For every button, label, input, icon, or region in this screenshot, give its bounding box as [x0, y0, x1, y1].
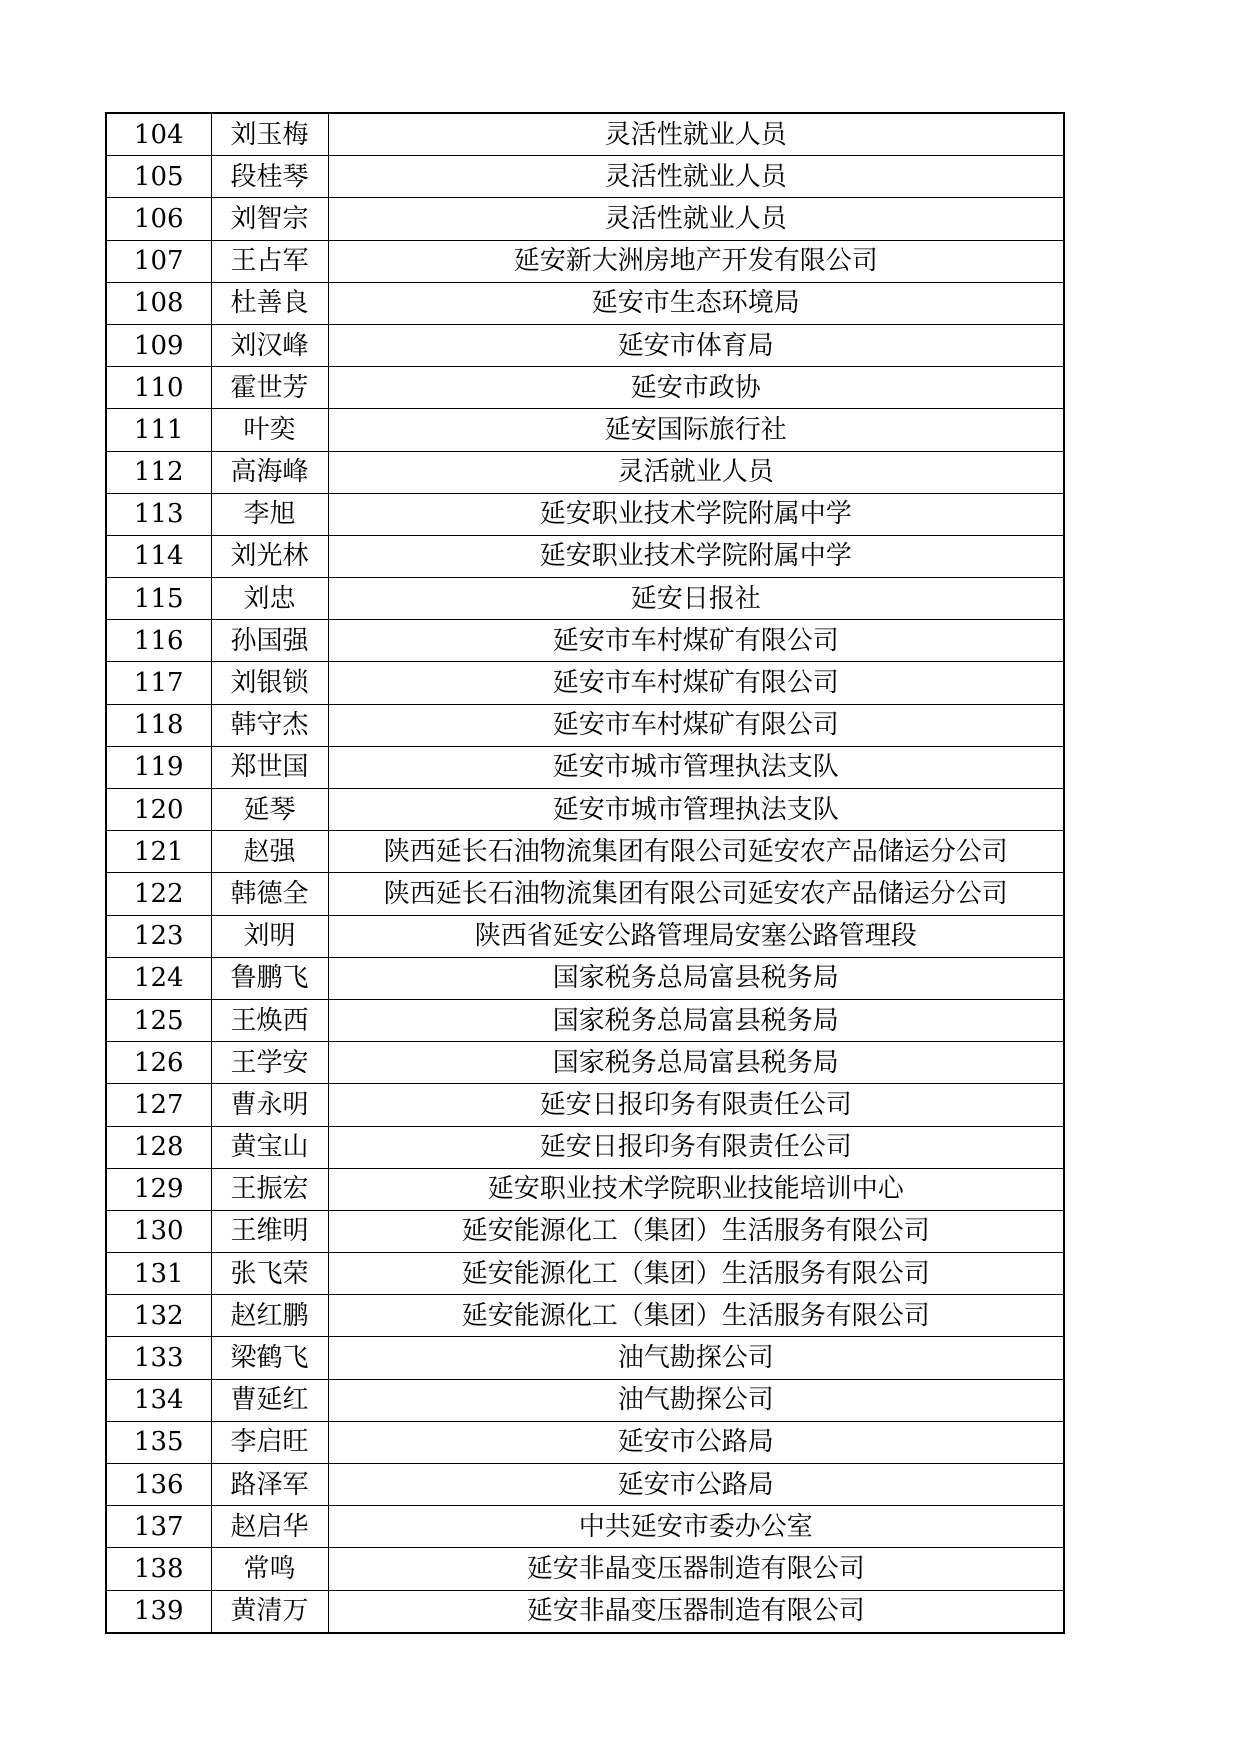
- person-name: 刘忠: [211, 578, 328, 620]
- person-name: 高海峰: [211, 451, 328, 493]
- organization: 陕西延长石油物流集团有限公司延安农产品储运分公司: [328, 873, 1064, 915]
- table-row: [106, 957, 1064, 999]
- person-name: 赵强: [211, 831, 328, 873]
- row-number: 104: [106, 113, 211, 156]
- person-name: 路泽军: [211, 1464, 328, 1506]
- table-row: [106, 1421, 1064, 1463]
- person-name: 叶奕: [211, 409, 328, 451]
- person-name: 鲁鹏飞: [211, 957, 328, 999]
- organization: 国家税务总局富县税务局: [328, 1042, 1064, 1084]
- organization: 延安能源化工（集团）生活服务有限公司: [328, 1253, 1064, 1295]
- table-row: [106, 1295, 1064, 1337]
- person-name: 王焕西: [211, 999, 328, 1041]
- table-row: [106, 662, 1064, 704]
- person-name: 赵红鹏: [211, 1295, 328, 1337]
- table-row: [106, 1168, 1064, 1210]
- organization: 延安非晶变压器制造有限公司: [328, 1548, 1064, 1590]
- organization: 延安职业技术学院附属中学: [328, 493, 1064, 535]
- organization: 延安市生态环境局: [328, 282, 1064, 324]
- table-row: [106, 1379, 1064, 1421]
- row-number: 134: [106, 1379, 211, 1421]
- person-name: 韩守杰: [211, 704, 328, 746]
- organization: 延安能源化工（集团）生活服务有限公司: [328, 1210, 1064, 1252]
- organization: 油气勘探公司: [328, 1337, 1064, 1379]
- row-number: 122: [106, 873, 211, 915]
- row-number: 123: [106, 915, 211, 957]
- organization: 延安新大洲房地产开发有限公司: [328, 240, 1064, 282]
- organization: 中共延安市委办公室: [328, 1506, 1064, 1548]
- organization: 国家税务总局富县税务局: [328, 957, 1064, 999]
- organization: 延安市车村煤矿有限公司: [328, 704, 1064, 746]
- row-number: 115: [106, 578, 211, 620]
- table-row: [106, 999, 1064, 1041]
- table-row: [106, 367, 1064, 409]
- person-name: 刘玉梅: [211, 113, 328, 156]
- organization: 延安市城市管理执法支队: [328, 789, 1064, 831]
- row-number: 127: [106, 1084, 211, 1126]
- table-row: [106, 1210, 1064, 1252]
- table-row: [106, 1590, 1064, 1633]
- organization: 延安市车村煤矿有限公司: [328, 662, 1064, 704]
- organization: 灵活性就业人员: [328, 156, 1064, 198]
- row-number: 132: [106, 1295, 211, 1337]
- organization: 延安市政协: [328, 367, 1064, 409]
- row-number: 133: [106, 1337, 211, 1379]
- person-name: 曹延红: [211, 1379, 328, 1421]
- table-row: [106, 1548, 1064, 1590]
- table-row: [106, 831, 1064, 873]
- person-name: 霍世芳: [211, 367, 328, 409]
- table-row: [106, 1042, 1064, 1084]
- row-number: 110: [106, 367, 211, 409]
- person-name: 郑世国: [211, 746, 328, 788]
- organization: 延安职业技术学院职业技能培训中心: [328, 1168, 1064, 1210]
- organization: 延安职业技术学院附属中学: [328, 535, 1064, 577]
- table-row: [106, 1084, 1064, 1126]
- table-row: [106, 1337, 1064, 1379]
- table-row: [106, 156, 1064, 198]
- row-number: 139: [106, 1590, 211, 1633]
- table-row: [106, 578, 1064, 620]
- table-row: [106, 198, 1064, 240]
- person-name: 刘汉峰: [211, 324, 328, 366]
- table-row: [106, 535, 1064, 577]
- organization: 延安市公路局: [328, 1464, 1064, 1506]
- person-name: 刘智宗: [211, 198, 328, 240]
- row-number: 138: [106, 1548, 211, 1590]
- organization: 延安市体育局: [328, 324, 1064, 366]
- person-name: 梁鹤飞: [211, 1337, 328, 1379]
- row-number: 108: [106, 282, 211, 324]
- person-name: 李旭: [211, 493, 328, 535]
- row-number: 111: [106, 409, 211, 451]
- organization: 国家税务总局富县税务局: [328, 999, 1064, 1041]
- table-row: [106, 493, 1064, 535]
- organization: 延安日报社: [328, 578, 1064, 620]
- organization: 油气勘探公司: [328, 1379, 1064, 1421]
- organization: 灵活性就业人员: [328, 198, 1064, 240]
- organization: 延安非晶变压器制造有限公司: [328, 1590, 1064, 1633]
- table-row: [106, 451, 1064, 493]
- table-row: [106, 282, 1064, 324]
- row-number: 128: [106, 1126, 211, 1168]
- organization: 延安能源化工（集团）生活服务有限公司: [328, 1295, 1064, 1337]
- person-name: 黄清万: [211, 1590, 328, 1633]
- table-row: [106, 746, 1064, 788]
- row-number: 105: [106, 156, 211, 198]
- row-number: 113: [106, 493, 211, 535]
- organization: 延安市公路局: [328, 1421, 1064, 1463]
- row-number: 109: [106, 324, 211, 366]
- table-row: [106, 915, 1064, 957]
- row-number: 124: [106, 957, 211, 999]
- row-number: 125: [106, 999, 211, 1041]
- organization: 灵活就业人员: [328, 451, 1064, 493]
- organization: 延安日报印务有限责任公司: [328, 1126, 1064, 1168]
- row-number: 112: [106, 451, 211, 493]
- table-row: [106, 409, 1064, 451]
- table-row: [106, 113, 1064, 156]
- person-name: 王占军: [211, 240, 328, 282]
- person-name: 王学安: [211, 1042, 328, 1084]
- person-name: 张飞荣: [211, 1253, 328, 1295]
- organization: 延安市车村煤矿有限公司: [328, 620, 1064, 662]
- organization: 延安日报印务有限责任公司: [328, 1084, 1064, 1126]
- row-number: 116: [106, 620, 211, 662]
- table-row: [106, 1464, 1064, 1506]
- organization: 延安市城市管理执法支队: [328, 746, 1064, 788]
- row-number: 114: [106, 535, 211, 577]
- person-name: 王振宏: [211, 1168, 328, 1210]
- row-number: 131: [106, 1253, 211, 1295]
- table-row: [106, 1253, 1064, 1295]
- table-row: [106, 789, 1064, 831]
- person-name: 常鸣: [211, 1548, 328, 1590]
- row-number: 117: [106, 662, 211, 704]
- person-name: 王维明: [211, 1210, 328, 1252]
- row-number: 121: [106, 831, 211, 873]
- organization: 陕西省延安公路管理局安塞公路管理段: [328, 915, 1064, 957]
- table-row: [106, 240, 1064, 282]
- person-name: 韩德全: [211, 873, 328, 915]
- row-number: 106: [106, 198, 211, 240]
- row-number: 126: [106, 1042, 211, 1084]
- person-name: 刘光林: [211, 535, 328, 577]
- row-number: 119: [106, 746, 211, 788]
- row-number: 129: [106, 1168, 211, 1210]
- table-row: [106, 873, 1064, 915]
- row-number: 107: [106, 240, 211, 282]
- row-number: 136: [106, 1464, 211, 1506]
- person-name: 段桂琴: [211, 156, 328, 198]
- person-name: 刘银锁: [211, 662, 328, 704]
- roster-body: [106, 113, 1064, 1633]
- person-name: 赵启华: [211, 1506, 328, 1548]
- roster-table: [105, 112, 1065, 1634]
- table-row: [106, 324, 1064, 366]
- row-number: 137: [106, 1506, 211, 1548]
- table-row: [106, 1506, 1064, 1548]
- row-number: 120: [106, 789, 211, 831]
- organization: 灵活性就业人员: [328, 113, 1064, 156]
- row-number: 130: [106, 1210, 211, 1252]
- table-row: [106, 704, 1064, 746]
- person-name: 黄宝山: [211, 1126, 328, 1168]
- table-row: [106, 620, 1064, 662]
- table-row: [106, 1126, 1064, 1168]
- person-name: 李启旺: [211, 1421, 328, 1463]
- person-name: 孙国强: [211, 620, 328, 662]
- organization: 陕西延长石油物流集团有限公司延安农产品储运分公司: [328, 831, 1064, 873]
- person-name: 延琴: [211, 789, 328, 831]
- person-name: 杜善良: [211, 282, 328, 324]
- row-number: 135: [106, 1421, 211, 1463]
- person-name: 刘明: [211, 915, 328, 957]
- organization: 延安国际旅行社: [328, 409, 1064, 451]
- person-name: 曹永明: [211, 1084, 328, 1126]
- row-number: 118: [106, 704, 211, 746]
